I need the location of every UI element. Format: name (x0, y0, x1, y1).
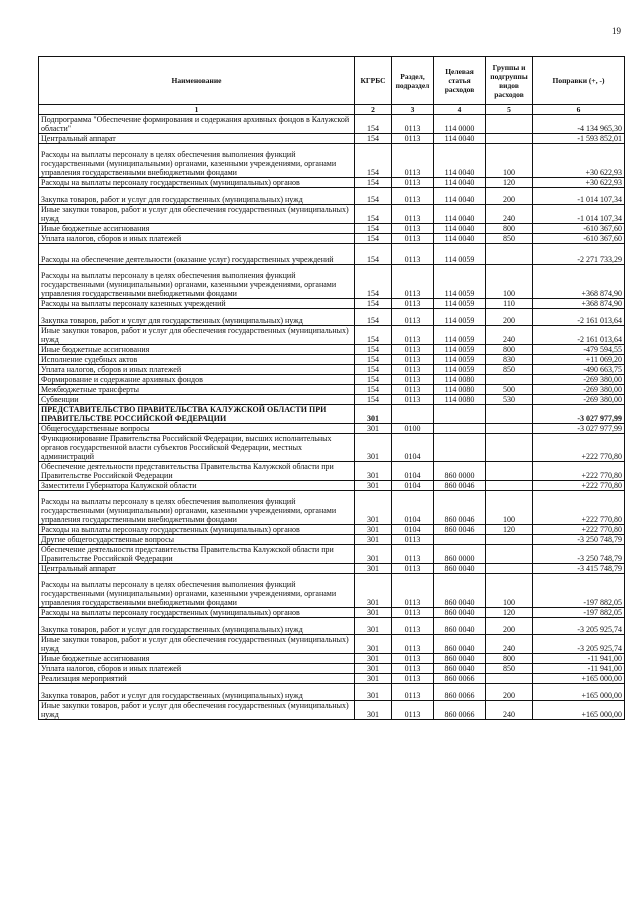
cell-kgrbs: 301 (355, 405, 392, 424)
cell-target: 860 0040 (434, 618, 486, 635)
cell-target: 114 0040 (434, 234, 486, 244)
cell-group (486, 134, 533, 144)
table-row (39, 355, 625, 365)
table-row (39, 224, 625, 234)
cell-name: Иные бюджетные ассигнования (39, 345, 355, 355)
cell-target (434, 535, 486, 545)
column-number: 6 (533, 105, 625, 115)
table-row (39, 525, 625, 535)
cell-section: 0113 (392, 205, 434, 224)
cell-group: 200 (486, 188, 533, 205)
column-number: 2 (355, 105, 392, 115)
table-row (39, 205, 625, 224)
cell-amount: -3 205 925,74 (533, 618, 625, 635)
cell-target: 114 0040 (434, 144, 486, 178)
page-number: 19 (612, 26, 621, 36)
cell-section: 0104 (392, 462, 434, 481)
cell-amount: +165 000,00 (533, 674, 625, 684)
cell-kgrbs: 154 (355, 375, 392, 385)
cell-kgrbs: 154 (355, 134, 392, 144)
budget-amendments-table (38, 56, 625, 720)
cell-name: ПРЕДСТАВИТЕЛЬСТВО ПРАВИТЕЛЬСТВА КАЛУЖСКОЙ ОБЛАСТИ ПРИ ПРАВИТЕЛЬСТВЕ РОССИЙСКОЙ ФЕДЕРАЦИИ (39, 405, 355, 424)
cell-group: 830 (486, 355, 533, 365)
table-row (39, 545, 625, 564)
cell-target (434, 405, 486, 424)
cell-group: 800 (486, 654, 533, 664)
cell-section: 0113 (392, 345, 434, 355)
header-amendment: Поправки (+, -) (533, 57, 625, 105)
cell-name: Иные закупки товаров, работ и услуг для обеспечения государственных (муниципальных) нужд (39, 701, 355, 720)
cell-name: Расходы на выплаты персоналу в целях обеспечения выполнения функций государственными (муниципальными) органами, казенными учреждениями, органами управления государственными внебюджетными фондами (39, 265, 355, 299)
table-row (39, 618, 625, 635)
cell-kgrbs: 154 (355, 345, 392, 355)
cell-group: 240 (486, 205, 533, 224)
cell-amount: -490 663,75 (533, 365, 625, 375)
cell-name: Расходы на выплаты персоналу в целях обеспечения выполнения функций государственными (муниципальными) органами, казенными учреждениями, органами управления государственными внебюджетными фондами (39, 144, 355, 178)
cell-amount: -1 593 852,01 (533, 134, 625, 144)
cell-target: 114 0059 (434, 355, 486, 365)
cell-target: 860 0000 (434, 462, 486, 481)
cell-kgrbs: 154 (355, 178, 392, 188)
cell-amount: +30 622,93 (533, 144, 625, 178)
cell-amount: -1 014 107,34 (533, 205, 625, 224)
table-row (39, 434, 625, 462)
table-row (39, 115, 625, 134)
cell-kgrbs: 154 (355, 144, 392, 178)
cell-amount: -2 271 733,29 (533, 244, 625, 265)
table-row (39, 178, 625, 188)
cell-target: 114 0040 (434, 188, 486, 205)
column-number: 1 (39, 105, 355, 115)
table-row (39, 326, 625, 345)
cell-amount: -197 882,05 (533, 574, 625, 608)
cell-name: Закупка товаров, работ и услуг для государственных (муниципальных) нужд (39, 684, 355, 701)
cell-name: Закупка товаров, работ и услуг для государственных (муниципальных) нужд (39, 618, 355, 635)
cell-section: 0113 (392, 385, 434, 395)
cell-kgrbs: 301 (355, 424, 392, 434)
cell-group: 850 (486, 234, 533, 244)
cell-target: 114 0059 (434, 299, 486, 309)
cell-group: 100 (486, 491, 533, 525)
header-target: Целевая статья расходов (434, 57, 486, 105)
cell-amount: -3 027 977,99 (533, 424, 625, 434)
cell-name: Расходы на выплаты персоналу в целях обеспечения выполнения функций государственными (муниципальными) органами, казенными учреждениями, органами управления государственными внебюджетными фондами (39, 574, 355, 608)
cell-target: 114 0040 (434, 178, 486, 188)
cell-name: Уплата налогов, сборов и иных платежей (39, 234, 355, 244)
cell-name: Расходы на выплаты персоналу государственных (муниципальных) органов (39, 178, 355, 188)
cell-name: Расходы на выплаты персоналу в целях обеспечения выполнения функций государственными (муниципальными) органами, казенными учреждениями, органами управления государственными внебюджетными фондами (39, 491, 355, 525)
cell-target: 860 0066 (434, 674, 486, 684)
table-row (39, 424, 625, 434)
cell-amount: -2 161 013,64 (533, 326, 625, 345)
cell-kgrbs: 301 (355, 545, 392, 564)
cell-target: 114 0000 (434, 115, 486, 134)
cell-kgrbs: 301 (355, 564, 392, 574)
cell-name: Расходы на выплаты персоналу государственных (муниципальных) органов (39, 608, 355, 618)
cell-kgrbs: 301 (355, 701, 392, 720)
cell-group (486, 115, 533, 134)
table-row (39, 701, 625, 720)
cell-amount: -197 882,05 (533, 608, 625, 618)
cell-kgrbs: 154 (355, 309, 392, 326)
cell-name: Уплата налогов, сборов и иных платежей (39, 664, 355, 674)
cell-name: Общегосударственные вопросы (39, 424, 355, 434)
table-row (39, 462, 625, 481)
cell-amount: +222 770,80 (533, 481, 625, 491)
cell-group (486, 545, 533, 564)
cell-name: Расходы на выплаты персоналу государственных (муниципальных) органов (39, 525, 355, 535)
cell-group: 120 (486, 525, 533, 535)
cell-target: 114 0080 (434, 375, 486, 385)
cell-target: 860 0046 (434, 525, 486, 535)
cell-target: 114 0059 (434, 244, 486, 265)
cell-target: 114 0059 (434, 365, 486, 375)
cell-target: 114 0040 (434, 134, 486, 144)
table-header-row (39, 57, 625, 105)
cell-name: Иные закупки товаров, работ и услуг для обеспечения государственных (муниципальных) нужд (39, 635, 355, 654)
cell-group (486, 462, 533, 481)
cell-group (486, 564, 533, 574)
cell-amount: -3 250 748,79 (533, 535, 625, 545)
cell-name: Уплата налогов, сборов и иных платежей (39, 365, 355, 375)
table-row (39, 134, 625, 144)
cell-amount: -11 941,00 (533, 664, 625, 674)
cell-name: Закупка товаров, работ и услуг для государственных (муниципальных) нужд (39, 188, 355, 205)
table-row (39, 375, 625, 385)
table-row (39, 309, 625, 326)
cell-group (486, 405, 533, 424)
cell-name: Центральный аппарат (39, 134, 355, 144)
cell-amount: +368 874,90 (533, 299, 625, 309)
cell-section: 0113 (392, 664, 434, 674)
table-row (39, 664, 625, 674)
table-row (39, 188, 625, 205)
cell-kgrbs: 301 (355, 481, 392, 491)
table-row (39, 574, 625, 608)
cell-group (486, 535, 533, 545)
cell-group: 800 (486, 345, 533, 355)
cell-name: Заместители Губернатора Калужской области (39, 481, 355, 491)
header-group: Группы и подгруппы видов расходов (486, 57, 533, 105)
cell-group: 530 (486, 395, 533, 405)
column-number: 3 (392, 105, 434, 115)
cell-kgrbs: 301 (355, 664, 392, 674)
cell-group: 200 (486, 618, 533, 635)
cell-section: 0113 (392, 564, 434, 574)
column-number-row (39, 105, 625, 115)
cell-group: 110 (486, 299, 533, 309)
cell-name: Межбюджетные трансферты (39, 385, 355, 395)
cell-section: 0113 (392, 574, 434, 608)
cell-section: 0104 (392, 491, 434, 525)
cell-group: 120 (486, 178, 533, 188)
cell-section: 0113 (392, 178, 434, 188)
cell-section: 0113 (392, 299, 434, 309)
table-row (39, 265, 625, 299)
cell-target: 114 0080 (434, 395, 486, 405)
table-row (39, 144, 625, 178)
cell-section: 0113 (392, 244, 434, 265)
cell-group: 100 (486, 265, 533, 299)
cell-section: 0113 (392, 188, 434, 205)
cell-section: 0113 (392, 309, 434, 326)
cell-name: Закупка товаров, работ и услуг для государственных (муниципальных) нужд (39, 309, 355, 326)
cell-section: 0113 (392, 265, 434, 299)
column-number: 4 (434, 105, 486, 115)
table-row (39, 385, 625, 395)
cell-group (486, 481, 533, 491)
cell-target: 860 0046 (434, 481, 486, 491)
cell-kgrbs: 301 (355, 635, 392, 654)
cell-group (486, 424, 533, 434)
cell-kgrbs: 154 (355, 234, 392, 244)
cell-target (434, 434, 486, 462)
cell-amount: -1 014 107,34 (533, 188, 625, 205)
cell-kgrbs: 154 (355, 365, 392, 375)
table-row (39, 299, 625, 309)
table-row (39, 365, 625, 375)
cell-kgrbs: 154 (355, 205, 392, 224)
cell-amount: -479 594,55 (533, 345, 625, 355)
cell-amount: -610 367,60 (533, 234, 625, 244)
cell-section: 0113 (392, 535, 434, 545)
cell-kgrbs: 154 (355, 395, 392, 405)
cell-group (486, 375, 533, 385)
cell-section: 0113 (392, 365, 434, 375)
table-row (39, 684, 625, 701)
cell-group: 100 (486, 574, 533, 608)
cell-section: 0113 (392, 224, 434, 234)
cell-amount: -11 941,00 (533, 654, 625, 664)
cell-amount: +11 069,20 (533, 355, 625, 365)
cell-target: 860 0000 (434, 545, 486, 564)
cell-target: 114 0059 (434, 345, 486, 355)
cell-target: 860 0046 (434, 491, 486, 525)
cell-section (392, 405, 434, 424)
cell-amount: +165 000,00 (533, 684, 625, 701)
cell-target: 860 0040 (434, 564, 486, 574)
table-row (39, 608, 625, 618)
cell-name: Расходы на выплаты персоналу казенных учреждений (39, 299, 355, 309)
cell-kgrbs: 301 (355, 574, 392, 608)
cell-section: 0104 (392, 434, 434, 462)
cell-amount: -269 380,00 (533, 385, 625, 395)
table-row (39, 395, 625, 405)
cell-kgrbs: 154 (355, 244, 392, 265)
cell-group (486, 244, 533, 265)
cell-section: 0113 (392, 355, 434, 365)
cell-amount: -3 415 748,79 (533, 564, 625, 574)
cell-section: 0113 (392, 618, 434, 635)
cell-amount: +165 000,00 (533, 701, 625, 720)
cell-kgrbs: 154 (355, 188, 392, 205)
cell-amount: +222 770,80 (533, 462, 625, 481)
table-row (39, 535, 625, 545)
cell-amount: +368 874,90 (533, 265, 625, 299)
cell-group: 850 (486, 365, 533, 375)
cell-kgrbs: 301 (355, 608, 392, 618)
cell-name: Субвенции (39, 395, 355, 405)
cell-amount: -4 134 965,30 (533, 115, 625, 134)
cell-amount: +30 622,93 (533, 178, 625, 188)
cell-kgrbs: 301 (355, 618, 392, 635)
cell-section: 0113 (392, 635, 434, 654)
cell-amount: -3 250 748,79 (533, 545, 625, 564)
cell-name: Подпрограмма "Обеспечение формирования и содержания архивных фондов в Калужской области" (39, 115, 355, 134)
cell-name: Обеспечение деятельности представительства Правительства Калужской области при Правительстве Российской Федерации (39, 462, 355, 481)
cell-target: 114 0040 (434, 205, 486, 224)
cell-amount: -2 161 013,64 (533, 309, 625, 326)
cell-name: Иные закупки товаров, работ и услуг для обеспечения государственных (муниципальных) нужд (39, 205, 355, 224)
cell-section: 0113 (392, 234, 434, 244)
cell-amount: -269 380,00 (533, 375, 625, 385)
cell-amount: -269 380,00 (533, 395, 625, 405)
table-row (39, 491, 625, 525)
cell-section: 0104 (392, 525, 434, 535)
cell-target: 114 0059 (434, 309, 486, 326)
cell-section: 0104 (392, 481, 434, 491)
cell-section: 0113 (392, 701, 434, 720)
table-row (39, 564, 625, 574)
cell-section: 0113 (392, 115, 434, 134)
cell-kgrbs: 154 (355, 326, 392, 345)
cell-target: 860 0040 (434, 608, 486, 618)
cell-name: Иные закупки товаров, работ и услуг для обеспечения государственных (муниципальных) нужд (39, 326, 355, 345)
table-row (39, 345, 625, 355)
cell-section: 0113 (392, 684, 434, 701)
cell-section: 0113 (392, 375, 434, 385)
cell-name: Формирование и содержание архивных фондов (39, 375, 355, 385)
cell-name: Расходы на обеспечение деятельности (оказание услуг) государственных учреждений (39, 244, 355, 265)
cell-amount: +222 770,80 (533, 491, 625, 525)
cell-group: 240 (486, 701, 533, 720)
header-kgrbs: КГРБС (355, 57, 392, 105)
cell-target: 114 0059 (434, 265, 486, 299)
cell-target: 860 0040 (434, 664, 486, 674)
cell-target: 114 0040 (434, 224, 486, 234)
table-row (39, 481, 625, 491)
cell-group: 800 (486, 224, 533, 234)
cell-section: 0113 (392, 144, 434, 178)
cell-section: 0113 (392, 326, 434, 345)
cell-group: 240 (486, 635, 533, 654)
header-section: Раздел, подраздел (392, 57, 434, 105)
cell-name: Функционирование Правительства Российской Федерации, высших исполнительных органов государственной власти субъектов Российской Федерации, местных администраций (39, 434, 355, 462)
cell-kgrbs: 301 (355, 434, 392, 462)
cell-kgrbs: 154 (355, 265, 392, 299)
cell-kgrbs: 301 (355, 674, 392, 684)
cell-section: 0113 (392, 674, 434, 684)
cell-kgrbs: 154 (355, 224, 392, 234)
table-row (39, 244, 625, 265)
cell-section: 0113 (392, 545, 434, 564)
cell-name: Иные бюджетные ассигнования (39, 224, 355, 234)
table-row (39, 674, 625, 684)
table-row (39, 654, 625, 664)
cell-name: Исполнение судебных актов (39, 355, 355, 365)
cell-section: 0100 (392, 424, 434, 434)
cell-group: 100 (486, 144, 533, 178)
cell-amount: -3 205 925,74 (533, 635, 625, 654)
cell-target: 860 0040 (434, 574, 486, 608)
table-row (39, 234, 625, 244)
table-row (39, 405, 625, 424)
cell-group: 500 (486, 385, 533, 395)
cell-group: 240 (486, 326, 533, 345)
cell-kgrbs: 301 (355, 654, 392, 664)
table-row (39, 635, 625, 654)
cell-target: 860 0066 (434, 701, 486, 720)
cell-kgrbs: 301 (355, 684, 392, 701)
cell-group: 120 (486, 608, 533, 618)
cell-section: 0113 (392, 134, 434, 144)
cell-target (434, 424, 486, 434)
cell-target: 114 0059 (434, 326, 486, 345)
cell-group: 200 (486, 684, 533, 701)
cell-amount: +222 770,80 (533, 525, 625, 535)
cell-section: 0113 (392, 608, 434, 618)
cell-kgrbs: 154 (355, 299, 392, 309)
cell-section: 0113 (392, 654, 434, 664)
header-name: Наименование (39, 57, 355, 105)
cell-group: 200 (486, 309, 533, 326)
cell-group: 850 (486, 664, 533, 674)
cell-name: Центральный аппарат (39, 564, 355, 574)
cell-name: Другие общегосударственные вопросы (39, 535, 355, 545)
cell-kgrbs: 301 (355, 525, 392, 535)
cell-target: 114 0080 (434, 385, 486, 395)
cell-target: 860 0066 (434, 684, 486, 701)
cell-name: Реализация мероприятий (39, 674, 355, 684)
cell-target: 860 0040 (434, 635, 486, 654)
cell-name: Обеспечение деятельности представительства Правительства Калужской области при Правительстве Российской Федерации (39, 545, 355, 564)
cell-kgrbs: 154 (355, 385, 392, 395)
cell-amount: -610 367,60 (533, 224, 625, 234)
cell-kgrbs: 154 (355, 115, 392, 134)
cell-kgrbs: 154 (355, 355, 392, 365)
cell-section: 0113 (392, 395, 434, 405)
cell-amount: +222 770,80 (533, 434, 625, 462)
cell-group (486, 434, 533, 462)
cell-group (486, 674, 533, 684)
cell-amount: -3 027 977,99 (533, 405, 625, 424)
cell-name: Иные бюджетные ассигнования (39, 654, 355, 664)
cell-kgrbs: 301 (355, 462, 392, 481)
cell-kgrbs: 301 (355, 491, 392, 525)
cell-kgrbs: 301 (355, 535, 392, 545)
column-number: 5 (486, 105, 533, 115)
cell-target: 860 0040 (434, 654, 486, 664)
